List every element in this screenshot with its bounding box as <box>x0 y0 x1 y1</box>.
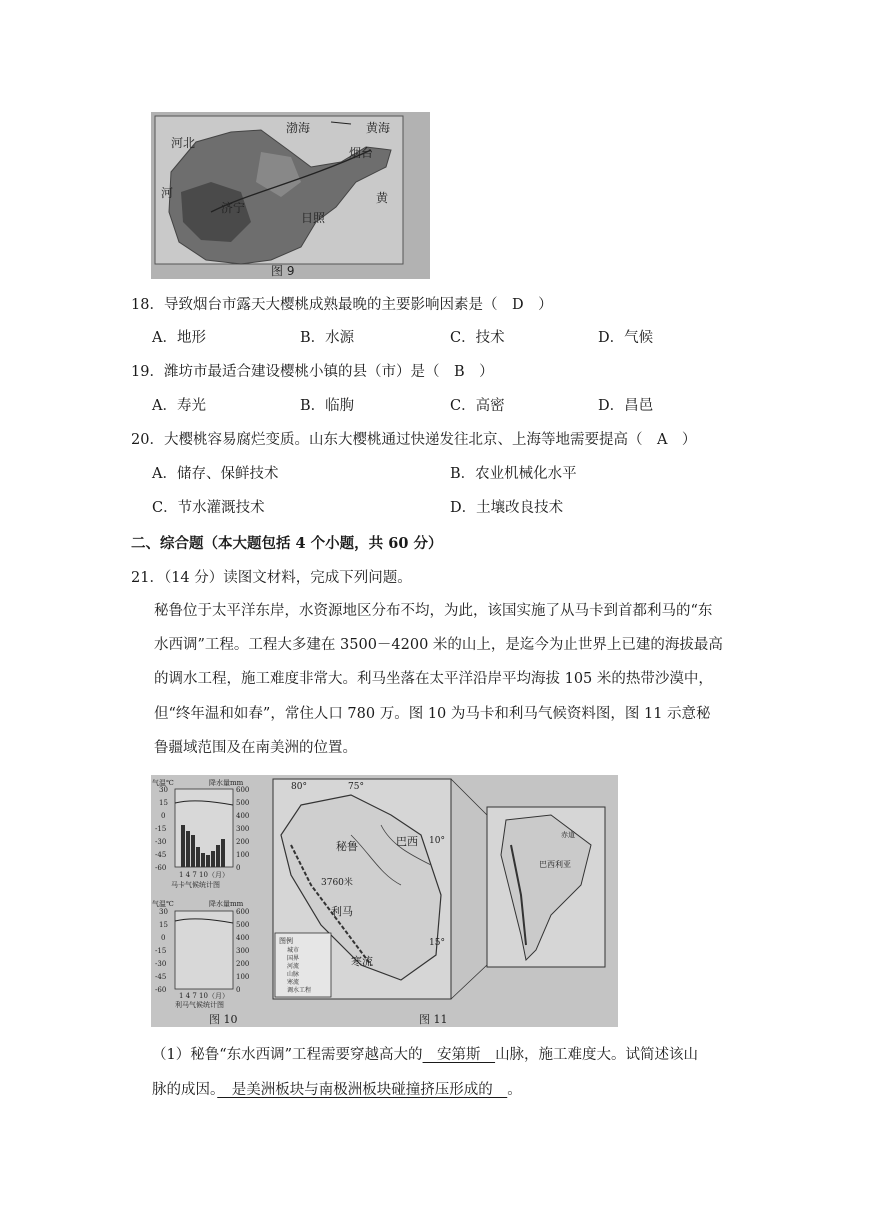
peru-city-label: 利马 <box>331 905 353 918</box>
peru-neighbor-label: 巴西 <box>396 835 418 848</box>
chart1-right-axis-label: 降水量mm <box>209 779 244 787</box>
chart2-right-tick-2: 500 <box>236 921 250 929</box>
peru-country-label: 秘鲁 <box>336 840 358 853</box>
chart1-left-tick-6: -45 <box>155 851 167 859</box>
fig9-sea1-label: 渤海 <box>286 121 311 135</box>
q21-sub1-part3: 脉的成因。 <box>152 1082 218 1098</box>
legend-item-current: 寒流 <box>287 979 300 986</box>
fig9-city2-label: 日照 <box>301 211 326 225</box>
peru-current-label: 寒流 <box>351 955 373 968</box>
q18-option-a: A．地形 <box>152 330 206 346</box>
chart2-left-axis-label: 气温℃ <box>152 900 174 908</box>
q21-para-line-2: 水西调”工程。工程大多建在 3500－4200 米的山上，是迄今为止世界上已建的海拔最高 <box>154 637 723 653</box>
peru-lon-label: 80° <box>291 782 307 792</box>
legend-item-river: 河流 <box>287 963 300 970</box>
chart2-left-tick-3: 0 <box>161 934 166 942</box>
chart2-left-tick-5: -30 <box>155 960 167 968</box>
peru-map <box>273 779 451 999</box>
q18-option-b: B．水源 <box>300 330 355 346</box>
q19-option-a: A．寿光 <box>152 398 206 414</box>
figure-11-caption: 图 11 <box>419 1013 448 1026</box>
chart1-left-axis-label: 气温℃ <box>152 779 174 787</box>
south-america-inset <box>487 807 605 967</box>
chart1-right-tick-3: 400 <box>236 812 250 820</box>
q21-stem: 21．（14 分）读图文材料，完成下列问题。 <box>131 570 412 586</box>
figure-9-svg <box>151 112 430 279</box>
chart2-right-tick-7: 0 <box>236 986 241 994</box>
chart1-right-tick-1: 600 <box>236 786 250 794</box>
sa-brazil-label: 巴西利亚 <box>539 860 571 869</box>
chart2-right-tick-1: 600 <box>236 908 250 916</box>
legend-item-project: 调水工程 <box>287 987 312 994</box>
chart2-right-tick-5: 200 <box>236 960 250 968</box>
fig9-prov2-label: 河 <box>161 186 174 200</box>
q20-option-a: A．储存、保鲜技术 <box>152 466 279 482</box>
chart2-right-tick-3: 400 <box>236 934 250 942</box>
chart1-right-tick-2: 500 <box>236 799 250 807</box>
sa-equator-label: 赤道 <box>561 831 575 839</box>
fig9-city1-label: 烟台 <box>349 146 374 160</box>
chart2-right-tick-4: 300 <box>236 947 250 955</box>
q18-option-d: D．气候 <box>598 330 654 346</box>
chart2-months-label: 1 4 7 10（月） <box>179 992 229 1000</box>
q21-sub1-line-1 <box>152 1045 698 1065</box>
figure-9-map <box>151 112 430 279</box>
chart2-right-axis-label: 降水量mm <box>209 900 244 908</box>
q20-stem: 20．大樱桃容易腐烂变质。山东大樱桃通过快递发往北京、上海等地需要提高（ A ） <box>131 432 697 448</box>
chart1-left-tick-1: 30 <box>159 786 168 794</box>
q19-option-d: D．昌邑 <box>598 398 654 414</box>
chart1-right-tick-5: 200 <box>236 838 250 846</box>
q21-sub1-part2: 山脉，施工难度大。试简述该山 <box>495 1047 699 1063</box>
legend-item-border: 国界 <box>287 955 300 962</box>
figure-10-caption: 图 10 <box>209 1013 238 1026</box>
chart1-left-tick-3: 0 <box>161 812 166 820</box>
fig9-sea3-label: 黄 <box>376 191 389 205</box>
q19-stem: 19．潍坊市最适合建设樱桃小镇的县（市）是（ B ） <box>131 364 494 380</box>
chart1-right-tick-7: 0 <box>236 864 241 872</box>
chart1-right-tick-6: 100 <box>236 851 250 859</box>
q19-option-c: C．高密 <box>450 398 505 414</box>
fig9-sea2-label: 黄海 <box>366 121 391 135</box>
q20-option-d: D．土壤改良技术 <box>450 500 564 516</box>
legend-item-mountain: 山脉 <box>287 971 300 978</box>
q21-para-line-3: 的调水工程，施工难度非常大。利马坐落在太平洋沿岸平均海拔 105 米的热带沙漠中， <box>154 671 713 687</box>
chart2-left-tick-7: -60 <box>155 986 167 994</box>
legend-title: 图例 <box>279 937 293 945</box>
q20-option-b: B．农业机械化水平 <box>450 466 577 482</box>
chart1-months-label: 1 4 7 10（月） <box>179 871 229 879</box>
peru-lat2-label: 15° <box>429 938 445 948</box>
chart1-title: 马卡气候统计图 <box>171 881 220 889</box>
chart2-left-tick-1: 30 <box>159 908 168 916</box>
peru-alt-label: 3760米 <box>321 878 353 888</box>
fig9-caption: 图 9 <box>271 264 295 278</box>
legend-item-city: 城市 <box>287 947 300 954</box>
fig9-prov1-label: 河北 <box>171 136 196 150</box>
chart1-right-tick-4: 300 <box>236 825 250 833</box>
chart2-left-tick-2: 15 <box>159 921 168 929</box>
q21-sub1-line-2 <box>152 1080 522 1100</box>
chart1-left-tick-7: -60 <box>155 864 167 872</box>
chart1-left-tick-4: -15 <box>155 825 167 833</box>
figure-10-11-svg <box>151 775 618 1027</box>
q21-para-line-4: 但“终年温和如春”，常住人口 780 万。图 10 为马卡和利马气候资料图，图 11 示意秘 <box>154 706 711 722</box>
q21-sub1-answer1: 安第斯 <box>422 1047 496 1063</box>
fig9-city3-label: 济宁 <box>221 201 246 215</box>
chart1-left-tick-2: 15 <box>159 799 168 807</box>
chart2-left-tick-4: -15 <box>155 947 167 955</box>
q21-sub1-part4: 。 <box>507 1082 522 1098</box>
chart2-right-tick-6: 100 <box>236 973 250 981</box>
q18-option-c: C．技术 <box>450 330 505 346</box>
peru-lon2-label: 75° <box>348 782 364 792</box>
q18-stem: 18．导致烟台市露天大樱桃成熟最晚的主要影响因素是（ D ） <box>131 297 553 313</box>
chart2-title: 利马气候统计图 <box>175 1001 224 1009</box>
q21-para-line-5: 鲁疆域范围及在南美洲的位置。 <box>154 740 357 756</box>
chart2-left-tick-6: -45 <box>155 973 167 981</box>
peru-lat-label: 10° <box>429 836 445 846</box>
q21-sub1-part1: （1）秘鲁“东水西调”工程需要穿越高大的 <box>152 1047 423 1063</box>
q21-sub1-answer2: 是美洲板块与南极洲板块碰撞挤压形成的 <box>217 1082 508 1098</box>
chart1-left-tick-5: -30 <box>155 838 167 846</box>
section-2-title: 二、综合题（本大题包括 4 个小题，共 60 分） <box>131 535 443 552</box>
figure-10-11 <box>151 775 618 1027</box>
q20-option-c: C．节水灌溉技术 <box>152 500 265 516</box>
q19-option-b: B．临朐 <box>300 398 355 414</box>
q21-para-line-1: 秘鲁位于太平洋东岸，水资源地区分布不均，为此，该国实施了从马卡到首都利马的“东 <box>154 603 713 619</box>
